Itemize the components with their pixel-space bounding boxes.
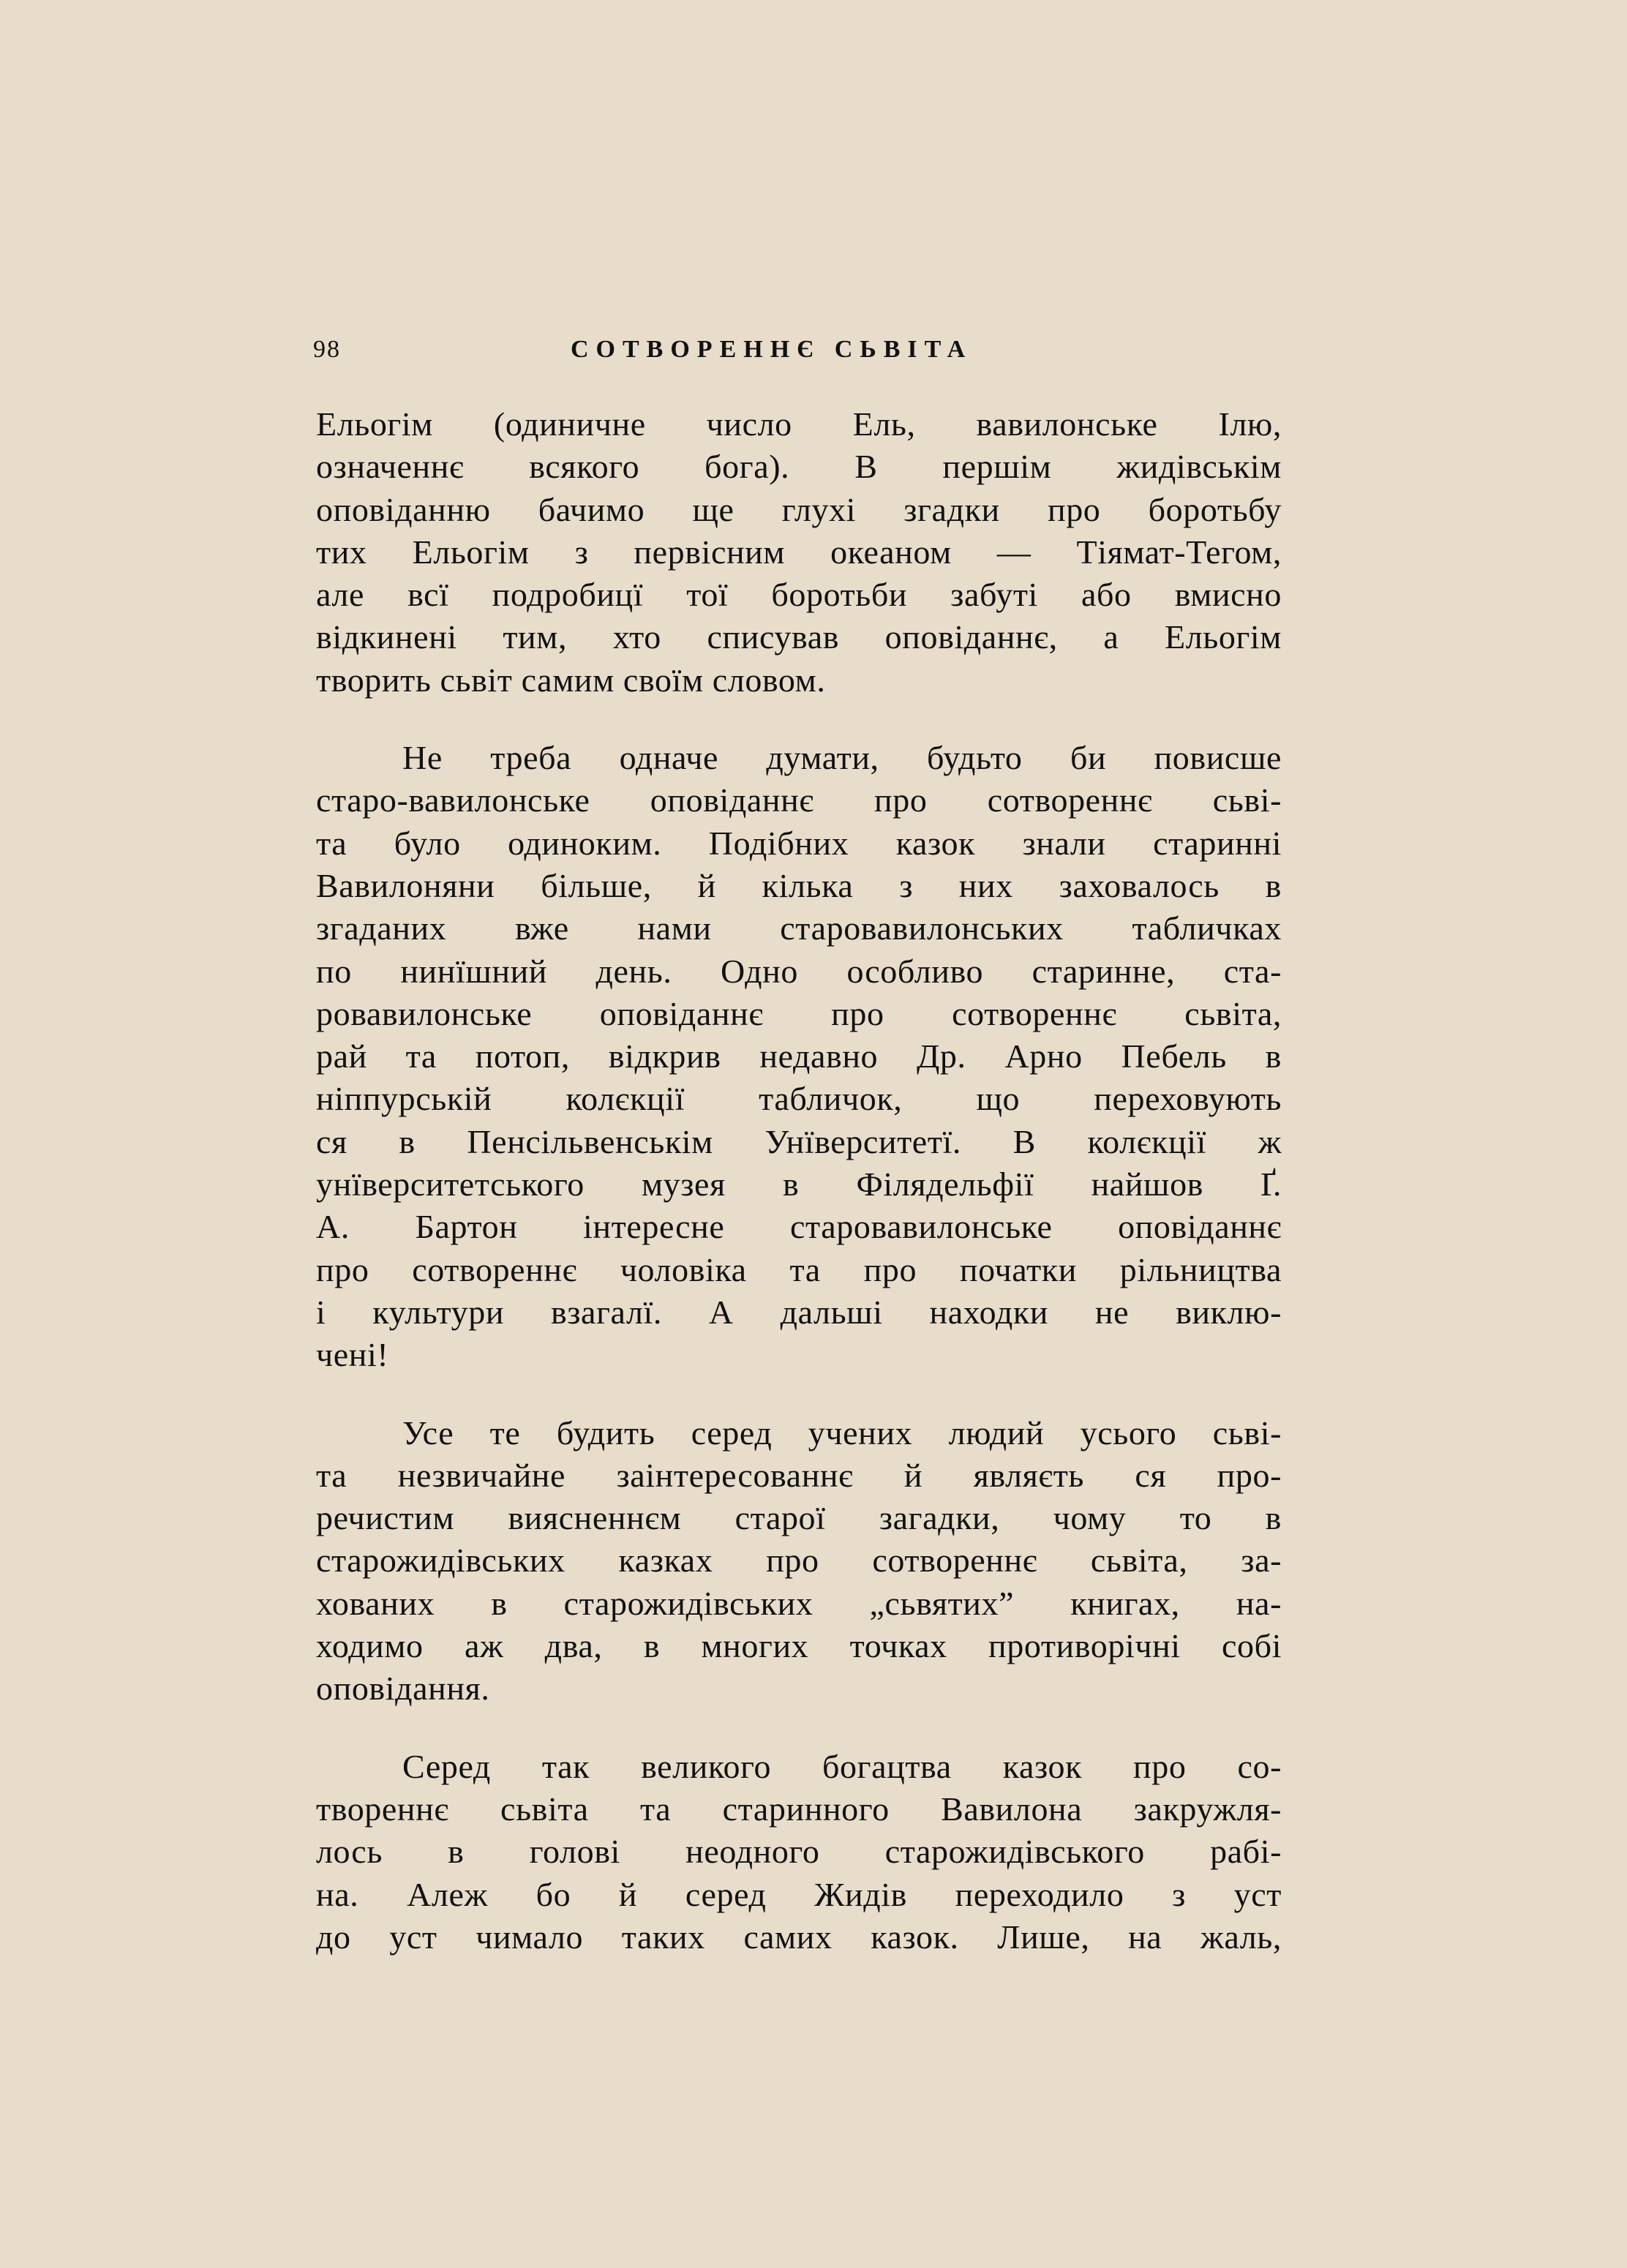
- text-line: Вавилоняни більше, й кілька з них заховалось в: [316, 866, 1282, 904]
- text-line: ся в Пенсільвенськім Унїверситетї. В колєкції ж: [316, 1122, 1282, 1160]
- text-line: Не треба одначе думати, будьто би повисше: [402, 739, 1282, 777]
- text-line: унїверситетського музея в Філядельфії найшов Ґ.: [316, 1165, 1282, 1204]
- text-line: старо-вавилонське оповіданнє про сотвореннє сьві-: [316, 781, 1282, 819]
- text-line: тих Ельогім з первісним океаном — Тіямат-Тегом,: [316, 533, 1282, 571]
- text-line: на. Алеж бо й серед Жидів переходило з уст: [316, 1875, 1282, 1913]
- text-line: рай та потоп, відкрив недавно Др. Арно Пебель в: [316, 1037, 1282, 1075]
- text-line: про сотвореннє чоловіка та про початки рільництва: [316, 1250, 1282, 1288]
- text-line: речистим виясненнєм старої загадки, чому то в: [316, 1499, 1282, 1537]
- text-line: твореннє сьвіта та старинного Вавилона закружля-: [316, 1790, 1282, 1828]
- paragraph-3: [316, 1412, 1282, 1711]
- page-number: 98: [313, 336, 341, 363]
- text-line: по нинїшний день. Одно особливо старинне, ста-: [316, 952, 1282, 990]
- text-line: але всї подробицї тої боротьби забуті або вмисно: [316, 576, 1282, 614]
- text-line: Ельогім (одиничне число Ель, вавилонське Ілю,: [316, 405, 1282, 443]
- text-line: згаданих вже нами старовавилонських табличках: [316, 909, 1282, 947]
- text-line: і культури взагалї. А дальші находки не виклю-: [316, 1293, 1282, 1331]
- running-head: [313, 335, 1293, 364]
- text-line: відкинені тим, хто списував оповіданнє, а Ельогім: [316, 618, 1282, 656]
- text-line: ходимо аж два, в многих точках противорічні собі: [316, 1627, 1282, 1665]
- text-line: та було одиноким. Подібних казок знали старинні: [316, 824, 1282, 862]
- text-line: А. Бартон інтересне старовавилонське оповіданнє: [316, 1208, 1282, 1246]
- text-line: хованих в старожидівських „сьвятих” книгах, на-: [316, 1584, 1282, 1622]
- text-line: означеннє всякого бога). В першім жидівськім: [316, 448, 1282, 486]
- running-title: СОТВОРЕННЄ СЬВІТА: [571, 336, 973, 363]
- text-line: ніппурській колєкції табличок, що переховують: [316, 1080, 1282, 1118]
- text-line: та незвичайне заінтересованнє й являєть ся про-: [316, 1456, 1282, 1494]
- text-line: оповіданню бачимо ще глухі згадки про боротьбу: [316, 490, 1282, 528]
- paragraph-1: [316, 403, 1282, 702]
- text-line: творить сьвіт самим своїм словом.: [316, 661, 826, 699]
- paragraph-2: [316, 737, 1282, 1376]
- text-line: Усе те будить серед учених людий усього сьві-: [402, 1413, 1282, 1452]
- text-line: чені!: [316, 1336, 389, 1374]
- text-line: оповідання.: [316, 1670, 490, 1708]
- text-line: лось в голові неодного старожидівського рабі-: [316, 1833, 1282, 1871]
- paragraph-4: [316, 1746, 1282, 1959]
- text-line: ровавилонське оповіданнє про сотвореннє сьвіта,: [316, 994, 1282, 1032]
- text-line: до уст чимало таких самих казок. Лише, на жаль,: [316, 1918, 1282, 1956]
- body-text: [316, 403, 1282, 1994]
- text-line: старожидівських казках про сотвореннє сьвіта, за-: [316, 1542, 1282, 1580]
- text-line: Серед так великого богацтва казок про со-: [402, 1747, 1282, 1785]
